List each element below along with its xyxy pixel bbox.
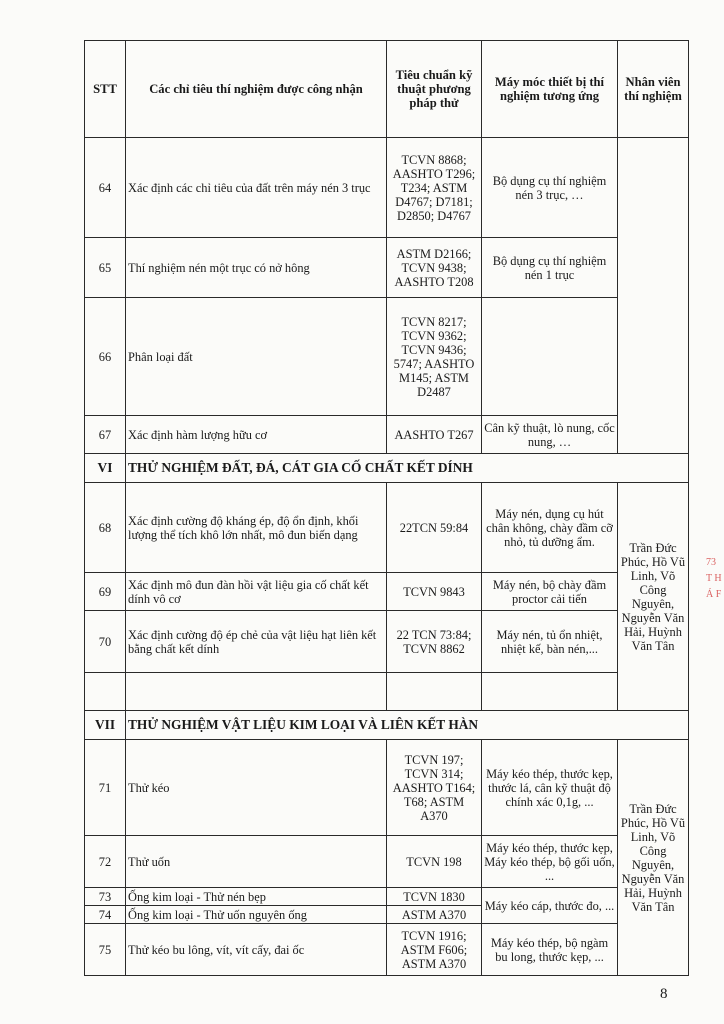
row-stt: 69 [85,573,126,611]
testing-criteria-table [84,40,689,976]
table-row [85,836,689,888]
row-criteria: Xác định các chỉ tiêu của đất trên máy nén 3 trục [126,138,387,238]
page-number: 8 [660,986,668,1002]
row-equipment: Bộ dụng cụ thí nghiệm nén 3 trục, … [482,138,618,238]
row-criteria: Thử kéo [126,740,387,836]
row-standard: TCVN 1916; ASTM F606; ASTM A370 [387,924,482,976]
row-standard [387,673,482,711]
table-row [85,238,689,298]
header-stt: STT [85,41,126,138]
section-number: VI [85,454,126,483]
header-staff: Nhân viên thí nghiệm [618,41,689,138]
header-standard: Tiêu chuẩn kỹ thuật phương pháp thử [387,41,482,138]
row-standard: TCVN 198 [387,836,482,888]
row-criteria: Thử kéo bu lông, vít, vít cấy, đai ốc [126,924,387,976]
header-row [85,41,689,138]
section-heading [85,711,689,740]
row-standard: AASHTO T267 [387,416,482,454]
row-criteria: Xác định cường độ ép chẻ của vật liệu hạt liên kết bằng chất kết dính [126,611,387,673]
row-criteria: Ống kim loại - Thử uốn nguyên ống [126,906,387,924]
section-number: VII [85,711,126,740]
table-row [85,416,689,454]
row-stt: 74 [85,906,126,924]
row-equipment: Máy nén, dụng cụ hút chân không, chày đầm cỡ nhỏ, tủ dưỡng ẩm. [482,483,618,573]
row-equipment [482,673,618,711]
row-stt: 73 [85,888,126,906]
row-stt: 64 [85,138,126,238]
row-equipment: Máy kéo thép, thước kẹp, Máy kéo thép, bộ gối uốn, ... [482,836,618,888]
row-stt [85,673,126,711]
row-criteria: Phân loại đất [126,298,387,416]
row-standard: TCVN 9843 [387,573,482,611]
table-row [85,924,689,976]
row-stt: 67 [85,416,126,454]
row-staff: Trần Đức Phúc, Hồ Vũ Linh, Võ Công Nguyên, Nguyễn Văn Hải, Huỳnh Văn Tân [618,483,689,711]
row-staff [618,138,689,454]
row-stt: 68 [85,483,126,573]
table-row [85,740,689,836]
header-criteria: Các chỉ tiêu thí nghiệm được công nhận [126,41,387,138]
table-row [85,673,689,711]
row-stt: 70 [85,611,126,673]
table-row [85,611,689,673]
row-equipment: Máy nén, tủ ổn nhiệt, nhiệt kế, bàn nén,... [482,611,618,673]
row-standard: TCVN 8868; AASHTO T296; T234; ASTM D4767; D7181; D2850; D4767 [387,138,482,238]
section-title: THỬ NGHIỆM ĐẤT, ĐÁ, CÁT GIA CỐ CHẤT KẾT DÍNH [126,454,689,483]
header-equipment: Máy móc thiết bị thí nghiệm tương ứng [482,41,618,138]
row-standard: TCVN 197; TCVN 314; AASHTO T164; T68; ASTM A370 [387,740,482,836]
row-equipment [482,298,618,416]
table-row [85,298,689,416]
row-standard: ASTM A370 [387,906,482,924]
row-criteria: Xác định hàm lượng hữu cơ [126,416,387,454]
table-row [85,138,689,238]
row-equipment: Máy kéo thép, bộ ngàm bu long, thước kẹp, ... [482,924,618,976]
row-equipment: Máy kéo thép, thước kẹp, thước lá, cân kỹ thuật độ chính xác 0,1g, ... [482,740,618,836]
row-standard: 22TCN 59:84 [387,483,482,573]
row-standard: ASTM D2166; TCVN 9438; AASHTO T208 [387,238,482,298]
row-stt: 65 [85,238,126,298]
section-heading [85,454,689,483]
row-stt: 75 [85,924,126,976]
row-standard: 22 TCN 73:84; TCVN 8862 [387,611,482,673]
row-equipment: Máy kéo cáp, thước đo, ... [482,888,618,924]
row-equipment: Cân kỹ thuật, lò nung, cốc nung, … [482,416,618,454]
row-criteria: Thử uốn [126,836,387,888]
section-title: THỬ NGHIỆM VẬT LIỆU KIM LOẠI VÀ LIÊN KẾT HÀN [126,711,689,740]
table-row [85,573,689,611]
row-criteria [126,673,387,711]
row-standard: TCVN 1830 [387,888,482,906]
row-standard: TCVN 8217; TCVN 9362; TCVN 9436; 5747; AASHTO M145; ASTM D2487 [387,298,482,416]
row-stt: 72 [85,836,126,888]
table-row [85,483,689,573]
row-criteria: Xác định mô đun đàn hồi vật liệu gia cố chất kết dính vô cơ [126,573,387,611]
row-criteria: Xác định cường độ kháng ép, độ ổn định, khối lượng thể tích khô lớn nhất, mô đun biến dạng [126,483,387,573]
stamp-fragment: 73 T H Á F [706,557,722,600]
table-row [85,888,689,906]
row-equipment: Bộ dụng cụ thí nghiệm nén 1 trục [482,238,618,298]
row-stt: 71 [85,740,126,836]
row-staff: Trần Đức Phúc, Hồ Vũ Linh, Võ Công Nguyên, Nguyễn Văn Hải, Huỳnh Văn Tân [618,740,689,976]
row-criteria: Ống kim loại - Thử nén bẹp [126,888,387,906]
row-stt: 66 [85,298,126,416]
row-criteria: Thí nghiệm nén một trục có nở hông [126,238,387,298]
row-equipment: Máy nén, bộ chày đầm proctor cải tiến [482,573,618,611]
